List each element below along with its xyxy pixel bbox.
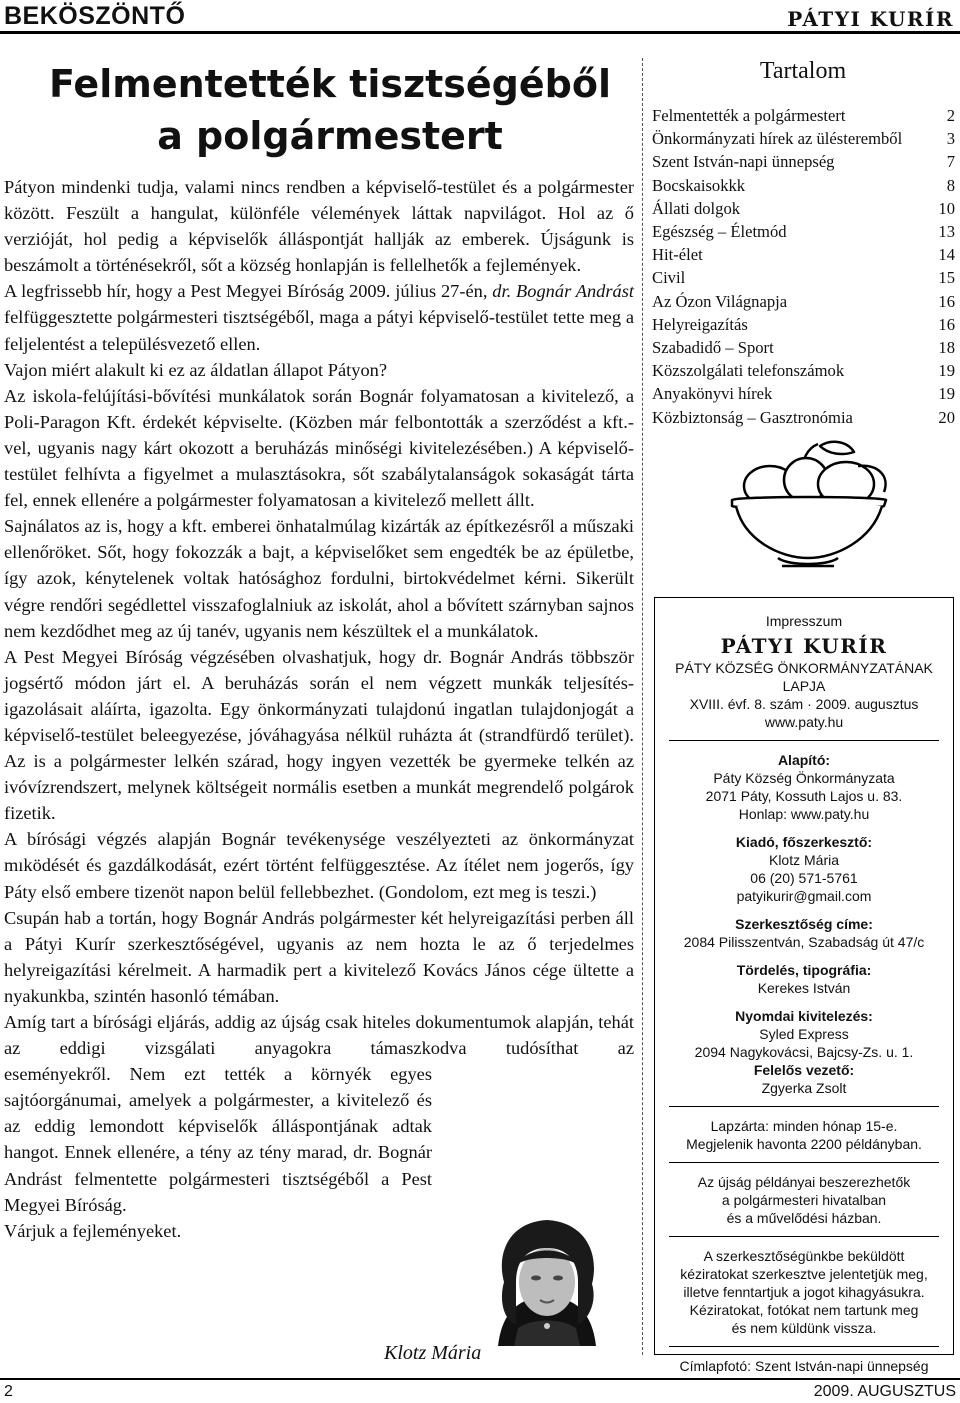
- printer-name: Syled Express: [759, 1026, 849, 1042]
- article-body: [4, 174, 634, 1244]
- impresszum-brand: PÁTYI KURÍR: [720, 634, 888, 658]
- cover-photo-credit: Címlapfotó: Szent István-napi ünnepség: [679, 1358, 929, 1374]
- article-headline: [30, 58, 630, 162]
- paragraph-5: Sajnálatos az is, hogy a kft. emberei önhatalmúlag kizárták az építkezésről a műszaki ellenőröket. Sőt, hogy fokozzák a bajt, a képviselőket sem engedték be az épületbe, így azok, kénytelenek voltak hatósághoz fordulni, birtokvédelmet kérni. Sikerült végre rendőri segédlettel visszafoglalniuk az iskolát, ahol a bővített szárnyban sajnos nem kezdődhet meg az új tanév, ugyanis nem készültek el a munkálatok.: [4, 516, 634, 641]
- toc-row[interactable]: Civil 15: [652, 268, 955, 288]
- headline-line-2: a polgármestert: [157, 114, 503, 158]
- paragraph-4: Az iskola-felújítási-bővítési munkálatok során Bognár folyamatosan a kivitelező, a Poli-Paragon Kft. érdekét képviselte. (Közben már felbontották a szerződést a kft.-vel, ugyanis nagy kárt okozott a beruházás minőségi kivitelezésében.) A képviselő-testület felhívta a figyelmet a mulasztásokra, sőt szabálytalanságok sokaságát tárta fel, ennek ellenére a polgármester folyamatosan a kivitelező mellett állt.: [4, 385, 634, 511]
- toc-row[interactable]: Bocskaisokkk 8: [652, 175, 955, 195]
- availability-block: Az újság példányai beszerezhetők a polgármesteri hivatalban és a művelődési házban.: [697, 1174, 911, 1226]
- issue-date: 2009. AUGUSZTUS: [813, 1383, 956, 1400]
- impresszum-rule: [669, 1236, 939, 1237]
- resp-name: Zgyerka Zsolt: [761, 1080, 847, 1096]
- publisher-block: [655, 833, 953, 905]
- address-value: 2084 Pilisszentván, Szabadság út 47/c: [683, 934, 925, 950]
- founder-label: Alapító:: [777, 752, 831, 768]
- top-rule: [0, 31, 960, 34]
- impresszum-rule: [669, 740, 939, 741]
- manuscript-note-block: A szerkesztőségünkbe beküldött kéziratokat szerkesztve jelentetjük meg, illetve fenntartjuk a jogot kihagyásukra. Kéziratokat, fotókat nem tartunk meg és nem küldünk vissza.: [680, 1248, 928, 1336]
- paragraph-9-narrow: eseményekről. Nem ezt tették a környék egyes sajtóorgánumai, amelyek a polgármester, a kivitelező és az eddig lemondott képviselők álláspontjának adtak hangot. Ennek ellenére, a tény az tény marad, dr. Bognár Andrást felmentette polgármesteri tisztségéből a Pest Megyei Bíróság.: [4, 1064, 432, 1215]
- publisher-name: Klotz Mária: [768, 852, 840, 868]
- toc-row[interactable]: Anyakönyvi hírek 19: [652, 384, 955, 404]
- table-of-contents: [652, 104, 955, 429]
- impresszum-rule: [669, 1346, 939, 1347]
- founder-name: Páty Község Önkormányzata: [713, 770, 895, 786]
- author-photo: [488, 1212, 606, 1346]
- toc-row[interactable]: Állati dolgok 10: [652, 198, 955, 218]
- publisher-label: Kiadó, főszerkesztő:: [735, 834, 873, 850]
- toc-row[interactable]: Önkormányzati hírek az ülésteremből 3: [652, 129, 955, 149]
- page-number: 2: [4, 1383, 13, 1400]
- print-label: Nyomdai kivitelezés:: [735, 1008, 873, 1024]
- layout-value: Kerekes István: [757, 980, 851, 996]
- headline-line-1: Felmentették tisztségéből: [49, 62, 611, 106]
- impresszum-rule: [669, 1106, 939, 1107]
- impresszum-web[interactable]: www.paty.hu: [764, 714, 844, 730]
- address-label: Szerkesztőség címe:: [735, 916, 873, 932]
- founder-address: 2071 Páty, Kossuth Lajos u. 83.: [705, 788, 903, 804]
- toc-row[interactable]: Közbiztonság – Gasztronómia 20: [652, 407, 955, 427]
- paragraph-1: Pátyon mindenki tudja, valami nincs rendben a képviselő-testület és a polgármester között. Feszült a hangulat, különféle vélemények láttak napvilágot. Hol az ő verzióját, hol pedig a képviselők álláspontját hallják az emberek. Újságunk is beszámolt a történésekről, sőt a község honlapján is fellelhetők a fejlemények.: [4, 177, 634, 276]
- layout-block: [655, 961, 953, 997]
- bottom-rule: [0, 1378, 960, 1380]
- toc-row[interactable]: Felmentették a polgármestert 2: [652, 106, 955, 125]
- paragraph-9-wide: Amíg tart a bírósági eljárás, addig az újság csak hiteles dokumentumok alapján, tehát az eddigi vizsgálati anyagokra támaszkodva tudósíthat az: [4, 1012, 634, 1059]
- paragraph-2: A legfrissebb hír, hogy a Pest Megyei Bíróság 2009. július 27-én, dr. Bognár Andrást felfüggesztette polgármesteri tisztségéből, maga a pátyi képviselő-testület tette meg a feljelentést a településvezető ellen.: [4, 281, 634, 354]
- toc-row[interactable]: Szent István-napi ünnepség 7: [652, 152, 955, 172]
- toc-row[interactable]: Helyreigazítás 16: [652, 314, 955, 334]
- print-block: [655, 1007, 953, 1097]
- fruit-bowl-illustration: [708, 436, 908, 576]
- toc-row[interactable]: Közszolgálati telefonszámok 19: [652, 361, 955, 381]
- paragraph-3: Vajon miért alakult ki ez az áldatlan állapot Pátyon?: [4, 359, 387, 380]
- brand-title: PÁTYI KURÍR: [787, 7, 954, 31]
- publisher-email[interactable]: patyikurir@gmail.com: [736, 888, 872, 904]
- deadline-text: Lapzárta: minden hónap 15-e.: [710, 1118, 898, 1134]
- author-signature: Klotz Mária: [384, 1342, 482, 1364]
- publisher-phone: 06 (20) 571-5761: [750, 870, 858, 886]
- section-label: BEKÖSZÖNTŐ: [4, 2, 186, 30]
- impresszum-issue: XVIII. évf. 8. szám · 2009. augusztus: [689, 696, 919, 712]
- italic-name: dr. Bognár Andrást: [492, 281, 634, 302]
- founder-web[interactable]: Honlap: www.paty.hu: [738, 806, 870, 822]
- resp-label: Felelős vezető:: [753, 1062, 855, 1078]
- impresszum-heading: Impresszum: [765, 613, 843, 629]
- toc-title: Tartalom: [759, 58, 847, 84]
- paragraph-7: A bírósági végzés alapján Bognár tevékenysége veszélyezteti az önkormányzat mıködését és gazdálkodását, ezért történt felfüggesztése. Az ítélet nem jogerős, így Páty első embere tizenöt napon belül fellebbezhet. (Gondolom, ezt meg is teszi.): [4, 829, 634, 902]
- paragraph-10: Várjuk a fejleményeket.: [4, 1220, 182, 1241]
- column-divider: [642, 58, 643, 1355]
- impresszum-rule: [669, 1162, 939, 1163]
- toc-row[interactable]: Az Ózon Világnapja 16: [652, 291, 955, 311]
- toc-row[interactable]: Egészség – Életmód 13: [652, 222, 955, 242]
- impresszum-box: [654, 597, 954, 1374]
- address-block: [655, 915, 953, 951]
- deadline-block: [655, 1117, 953, 1153]
- paragraph-8: Csupán hab a tortán, hogy Bognár András polgármester két helyreigazítási perben áll a Pátyi Kurír szerkesztőségével, ugyanis az nem hozta le az ő terjedelmes helyreigazítási kérelmeit. A harmadik pert a kivitelező Kovács János cége ültette a nyakunkba, szintén hasonló témában.: [4, 907, 634, 1006]
- toc-row[interactable]: Hit-élet 14: [652, 245, 955, 265]
- layout-label: Tördelés, tipográfia:: [736, 962, 872, 978]
- impresszum-sub2: LAPJA: [782, 678, 826, 694]
- founder-block: [655, 751, 953, 823]
- toc-row[interactable]: Szabadidő – Sport 18: [652, 338, 955, 358]
- copies-text: Megjelenik havonta 2200 példányban.: [686, 1136, 922, 1152]
- impresszum-sub1: PÁTY KÖZSÉG ÖNKORMÁNYZATÁNAK: [675, 660, 933, 676]
- paragraph-6: A Pest Megyei Bíróság végzésében olvashatjuk, hogy dr. Bognár András többször jogsértő módon járt el. A beruházás során el nem végzett munkák teljesítés-igazolásait aláírta, igazolta. Egy önkormányzati tulajdonú ingatlan tulajdonjogát a képviselő-testület beleegyezése, jóváhagyása nélkül ruházta át (strandfürdő terület). Az is a polgármester lelkén szárad, hogy ingyen vezették be gyermeke telkén az ivóvízrendszert, melynek költségeit normális esetben a munkát megrendelő polgárok fizetik.: [4, 646, 634, 824]
- printer-address: 2094 Nagykovácsi, Bajcsy-Zs. u. 1.: [694, 1044, 914, 1060]
